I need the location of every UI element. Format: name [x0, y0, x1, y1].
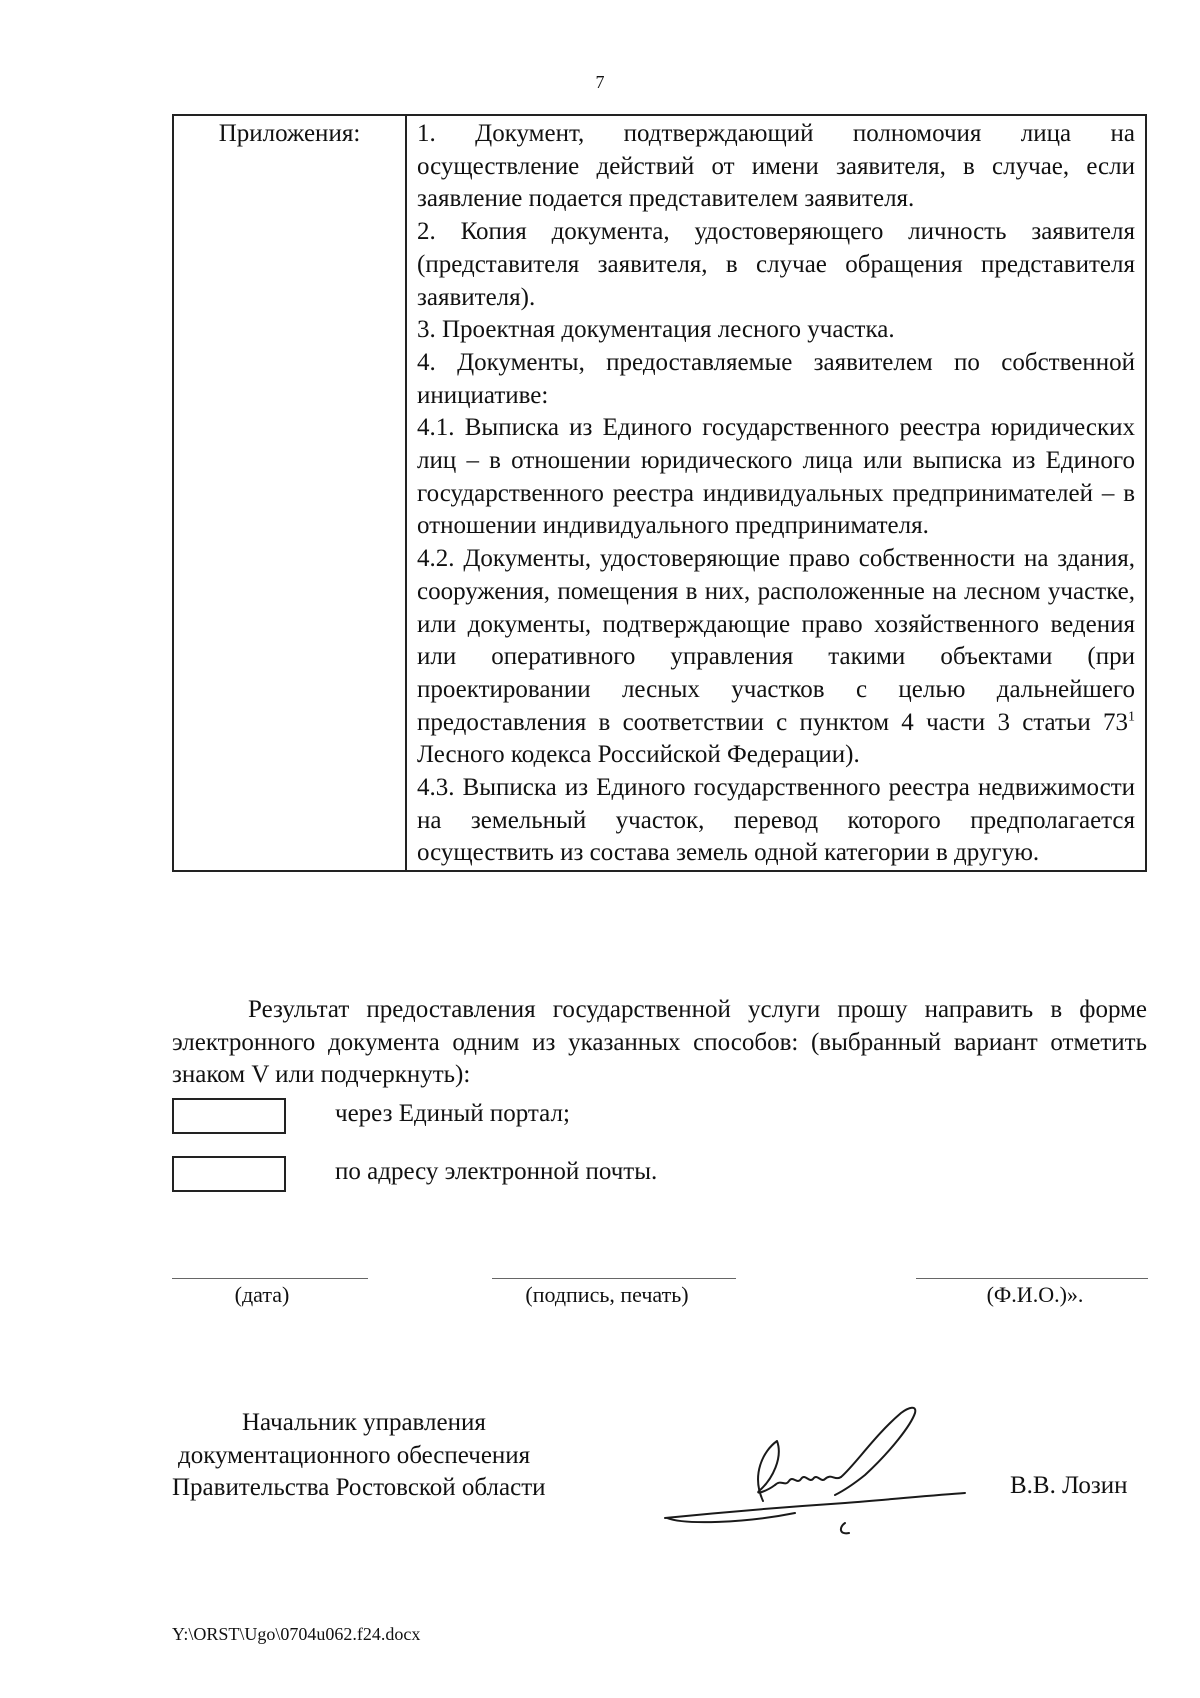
result-delivery-text: Результат предоставления государственной услуги прошу направить в форме электронного документа одним из указанных способов: (выбранный вариант отметить знаком V или подчеркнуть): [172, 996, 1147, 1088]
attachment-item-4-2-tail: Лесного кодекса Российской Федерации). [417, 741, 860, 769]
option-unified-portal [172, 1098, 1072, 1132]
head-position-line-3: Правительства Ростовской области [172, 1474, 546, 1501]
option-label-portal: через Единый портал; [335, 1100, 570, 1127]
head-position [172, 1407, 546, 1505]
head-position-line-1: Начальник управления [242, 1409, 486, 1436]
attachment-item-1: 1. Документ, подтверждающий полномочия лица на осуществление действий от имени заявителя, в случае, если заявление подается представителем заявителя. [417, 120, 1135, 213]
attachments-list [406, 115, 1146, 871]
signature-line [492, 1278, 736, 1279]
option-checkbox-portal[interactable] [172, 1098, 286, 1134]
option-label-email: по адресу электронной почты. [335, 1158, 658, 1185]
attachment-item-4-2-text: 4.2. Документы, удостоверяющие право собственности на здания, сооружения, помещения в них, расположенные на лесном участке, или документы, подтверждающие право хозяйственного ведения или оперативного управления такими объектами (при проектировании лесных участков с целью дальнейшего предоставления в соответствии с пунктом 4 части 3 статьи 73 [417, 545, 1135, 736]
name-line [916, 1278, 1148, 1279]
signature-caption: (подпись, печать) [525, 1282, 689, 1307]
attachments-table [172, 114, 1147, 872]
name-caption: (Ф.И.О.)». [986, 1282, 1084, 1307]
file-path: Y:\ORST\Ugo\0704u062.f24.docx [172, 1624, 421, 1644]
attachments-label: Приложения: [173, 115, 406, 871]
handwritten-signature [655, 1395, 995, 1555]
page-number: 7 [595, 72, 605, 92]
attachment-item-4-3: 4.3. Выписка из Единого государственного реестра недвижимости на земельный участок, перевод которого предполагается осуществить из состава земель одной категории в другую. [417, 774, 1135, 867]
attachment-item-4-2 [417, 543, 1135, 772]
attachment-item-4-1: 4.1. Выписка из Единого государственного реестра юридических лиц – в отношении юридического лица или выписка из Единого государственного реестра индивидуальных предпринимателей – в отношении индивидуального предпринимателя. [417, 414, 1135, 540]
superscript: 1 [1128, 709, 1135, 725]
date-caption: (дата) [234, 1282, 290, 1307]
attachment-item-3: 3. Проектная документация лесного участка. [417, 316, 895, 344]
option-email [172, 1156, 1072, 1190]
option-checkbox-email[interactable] [172, 1156, 286, 1192]
head-position-line-2: документационного обеспечения [178, 1441, 531, 1469]
attachment-item-2: 2. Копия документа, удостоверяющего личность заявителя (представителя заявителя, в случае обращения представителя заявителя). [417, 218, 1135, 311]
attachment-item-4: 4. Документы, предоставляемые заявителем по собственной инициативе: [417, 348, 1135, 409]
date-line [172, 1278, 368, 1279]
head-name: В.В. Лозин [1010, 1472, 1128, 1499]
